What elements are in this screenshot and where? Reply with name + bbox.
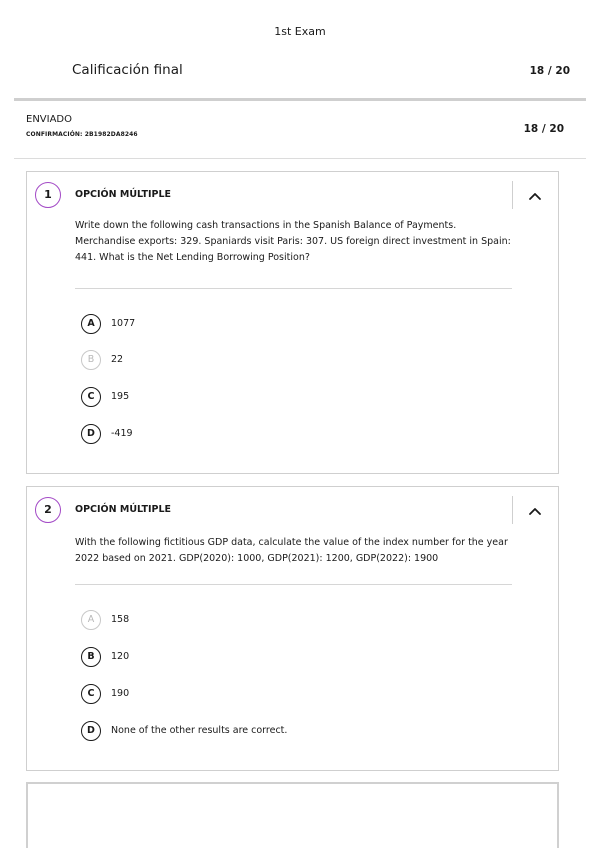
option-text: 158 [111,614,130,625]
question-card-3 [26,782,559,848]
option-text: None of the other results are correct. [111,725,288,736]
chevron-up-icon[interactable] [525,186,545,206]
question-text: Write down the following cash transactions in the Spanish Balance of Payments. Merchandise exports: 329. Spaniards visit Paris: 307. US foreign direct investment in Spain: 441. What is the Net Lending Borrowing Position? [75,220,511,263]
question-header[interactable] [27,172,558,218]
option-letter: D [81,424,101,444]
question-type: OPCIÓN MÚLTIPLE [75,504,172,515]
final-grade-label: Calificación final [72,62,183,78]
question-text: With the following fictitious GDP data, calculate the value of the index number for the year 2022 based on 2021. GDP(2020): 1000, GDP(2021): 1200, GDP(2022): 1900 [75,537,508,564]
submission-score: 18 / 20 [523,123,564,135]
question-card-1 [26,171,559,474]
option-letter: C [81,684,101,704]
option-letter: A [81,314,101,334]
question-card-2 [26,486,559,771]
question-divider [75,288,512,289]
option-text: 120 [111,651,130,662]
option-letter: C [81,387,101,407]
option-letter: A [81,610,101,630]
chevron-up-icon[interactable] [525,501,545,521]
option-letter: D [81,721,101,741]
option-text: 22 [111,354,124,365]
option-letter: B [81,350,101,370]
final-grade-row [0,62,600,86]
option-text: -419 [111,428,133,439]
submission-status-text: ENVIADO [26,114,73,125]
question-number: 2 [35,497,61,523]
question-type: OPCIÓN MÚLTIPLE [75,189,172,200]
question-divider [75,584,512,585]
confirmation-code: CONFIRMACIÓN: 2B1982DA8246 [26,131,138,138]
option-text: 195 [111,391,130,402]
header-separator [512,181,513,209]
final-grade-score: 18 / 20 [529,65,570,77]
question-header[interactable] [27,487,558,533]
status-divider [14,158,586,159]
submission-status [26,114,138,138]
option-text: 190 [111,688,130,699]
header-separator [512,496,513,524]
exam-title: 1st Exam [274,25,326,38]
header-divider [14,98,586,101]
option-text: 1077 [111,318,136,329]
question-number: 1 [35,182,61,208]
option-letter: B [81,647,101,667]
